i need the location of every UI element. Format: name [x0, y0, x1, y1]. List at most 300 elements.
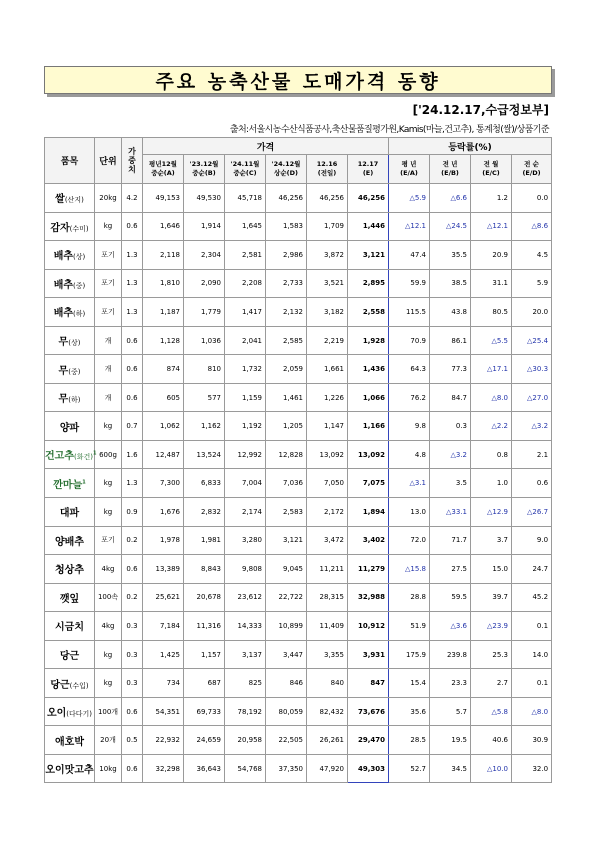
price-cell: 3,472: [307, 526, 348, 555]
rate-cell: 0.6: [512, 469, 552, 498]
rate-cell: △27.0: [512, 383, 552, 412]
rate-cell: 47.4: [389, 241, 430, 270]
price-cell: 734: [143, 669, 184, 698]
rate-cell: 76.2: [389, 383, 430, 412]
weight-cell: 0.6: [122, 555, 143, 584]
item-qualifier: (상): [73, 253, 86, 262]
price-cell: 11,316: [184, 612, 225, 641]
rate-cell: 3.5: [430, 469, 471, 498]
weight-cell: 1.3: [122, 469, 143, 498]
item-name: 깻잎: [59, 593, 80, 605]
unit-cell: kg: [95, 669, 122, 698]
price-cell: 1,192: [225, 412, 266, 441]
rate-cell: 19.5: [430, 726, 471, 755]
rate-cell: 0.3: [430, 412, 471, 441]
rate-cell: 175.9: [389, 640, 430, 669]
item-qualifier: (다다기): [66, 710, 93, 719]
unit-cell: 600g: [95, 440, 122, 469]
price-cell: 1,978: [143, 526, 184, 555]
unit-cell: 20개: [95, 726, 122, 755]
item-name: 시금치: [55, 622, 84, 634]
rate-cell: △8.6: [512, 212, 552, 241]
price-cell: 13,092: [307, 440, 348, 469]
unit-cell: 4kg: [95, 555, 122, 584]
table-row: [45, 726, 552, 755]
item-name-cell: [45, 612, 95, 641]
price-cell: 2,172: [307, 498, 348, 527]
weight-cell: 0.3: [122, 612, 143, 641]
rate-cell: 34.5: [430, 754, 471, 783]
price-cell: 1,461: [266, 383, 307, 412]
rate-cell: 1.0: [471, 469, 512, 498]
unit-cell: 포기: [95, 298, 122, 327]
price-cell: 847: [348, 669, 389, 698]
price-cell: 2,174: [225, 498, 266, 527]
price-cell: 825: [225, 669, 266, 698]
price-cell: 78,192: [225, 697, 266, 726]
table-row: [45, 184, 552, 213]
price-cell: 20,958: [225, 726, 266, 755]
table-row: [45, 583, 552, 612]
item-name-cell: [45, 383, 95, 412]
price-cell: 80,059: [266, 697, 307, 726]
item-name: 무: [58, 365, 69, 377]
unit-cell: 100속: [95, 583, 122, 612]
item-name-cell: [45, 269, 95, 298]
weight-cell: 0.2: [122, 526, 143, 555]
header-line1: '24.11월: [230, 160, 260, 168]
item-name-cell: [45, 412, 95, 441]
item-qualifier: (산지): [64, 196, 84, 205]
header-line1: 평 년: [401, 160, 417, 168]
item-qualifier: (중): [68, 367, 81, 376]
rate-cell: 25.3: [471, 640, 512, 669]
price-cell: 22,722: [266, 583, 307, 612]
table-row: [45, 555, 552, 584]
rate-cell: 71.7: [430, 526, 471, 555]
rate-cell: 80.5: [471, 298, 512, 327]
rate-cell: 9.8: [389, 412, 430, 441]
rate-cell: 24.7: [512, 555, 552, 584]
price-cell: 3,521: [307, 269, 348, 298]
price-cell: 1,583: [266, 212, 307, 241]
price-cell: 1,205: [266, 412, 307, 441]
item-name: 애호박: [55, 736, 84, 748]
rate-cell: 5.7: [430, 697, 471, 726]
price-cell: 24,659: [184, 726, 225, 755]
price-cell: 1,446: [348, 212, 389, 241]
item-name: 대파: [59, 508, 80, 520]
table-row: [45, 383, 552, 412]
item-name: 오이: [46, 708, 67, 720]
price-cell: 2,041: [225, 326, 266, 355]
header-price-col: [143, 155, 184, 184]
item-name-cell: [45, 326, 95, 355]
weight-cell: 1.3: [122, 269, 143, 298]
item-name: 양배추: [55, 536, 84, 548]
rate-cell: 20.9: [471, 241, 512, 270]
price-cell: 1,645: [225, 212, 266, 241]
header-item: 품목: [45, 138, 95, 184]
item-name: 무: [58, 394, 69, 406]
price-cell: 23,612: [225, 583, 266, 612]
price-cell: 2,219: [307, 326, 348, 355]
price-cell: 73,676: [348, 697, 389, 726]
weight-cell: 0.3: [122, 669, 143, 698]
header-weight: 가중치: [122, 138, 143, 184]
table-row: [45, 640, 552, 669]
weight-cell: 1.3: [122, 298, 143, 327]
unit-cell: 100개: [95, 697, 122, 726]
rate-cell: 239.8: [430, 640, 471, 669]
price-cell: 840: [307, 669, 348, 698]
rate-cell: 45.2: [512, 583, 552, 612]
item-name: 건고추: [45, 451, 74, 463]
header-rate-col: [430, 155, 471, 184]
header-price-col: [225, 155, 266, 184]
price-cell: 10,912: [348, 612, 389, 641]
unit-cell: 개: [95, 326, 122, 355]
header-rate-group: 등락률(%): [389, 138, 552, 155]
item-name-cell: [45, 184, 95, 213]
price-cell: 14,333: [225, 612, 266, 641]
unit-cell: 포기: [95, 526, 122, 555]
header-unit: 단위: [95, 138, 122, 184]
price-cell: 13,524: [184, 440, 225, 469]
header-line1: 12.17: [357, 160, 379, 168]
rate-cell: 0.0: [512, 184, 552, 213]
header-line1: '24.12월: [271, 160, 301, 168]
header-price-col: [348, 155, 389, 184]
price-cell: 22,505: [266, 726, 307, 755]
rate-cell: 59.5: [430, 583, 471, 612]
header-price-col: [184, 155, 225, 184]
report-title-box: [44, 66, 552, 94]
price-cell: 7,004: [225, 469, 266, 498]
price-cell: 20,678: [184, 583, 225, 612]
price-cell: 12,992: [225, 440, 266, 469]
price-cell: 49,303: [348, 754, 389, 783]
rate-cell: 72.0: [389, 526, 430, 555]
price-cell: 36,643: [184, 754, 225, 783]
weight-cell: 0.5: [122, 726, 143, 755]
price-cell: 26,261: [307, 726, 348, 755]
item-name-cell: [45, 526, 95, 555]
rate-cell: 40.6: [471, 726, 512, 755]
table-row: [45, 754, 552, 783]
price-cell: 2,733: [266, 269, 307, 298]
rate-cell: 13.0: [389, 498, 430, 527]
price-cell: 577: [184, 383, 225, 412]
price-cell: 2,832: [184, 498, 225, 527]
price-cell: 1,147: [307, 412, 348, 441]
price-cell: 22,932: [143, 726, 184, 755]
weight-cell: 0.6: [122, 326, 143, 355]
rate-cell: △3.2: [430, 440, 471, 469]
rate-cell: △30.3: [512, 355, 552, 384]
rate-cell: 51.9: [389, 612, 430, 641]
item-name: 오이맛고추: [45, 765, 94, 777]
price-cell: 1,187: [143, 298, 184, 327]
rate-cell: 52.7: [389, 754, 430, 783]
rate-cell: 5.9: [512, 269, 552, 298]
rate-cell: △12.1: [471, 212, 512, 241]
price-cell: 2,585: [266, 326, 307, 355]
table-row: [45, 355, 552, 384]
price-table: [44, 137, 552, 783]
price-cell: 9,808: [225, 555, 266, 584]
price-cell: 687: [184, 669, 225, 698]
price-cell: 32,988: [348, 583, 389, 612]
rate-cell: 115.5: [389, 298, 430, 327]
unit-cell: 개: [95, 355, 122, 384]
price-cell: 25,621: [143, 583, 184, 612]
price-cell: 45,718: [225, 184, 266, 213]
weight-cell: 0.6: [122, 697, 143, 726]
item-name-cell: [45, 298, 95, 327]
rate-cell: △12.9: [471, 498, 512, 527]
price-cell: 605: [143, 383, 184, 412]
item-name-cell: [45, 498, 95, 527]
price-cell: 7,184: [143, 612, 184, 641]
weight-cell: 0.2: [122, 583, 143, 612]
rate-cell: △26.7: [512, 498, 552, 527]
rate-cell: 43.8: [430, 298, 471, 327]
rate-cell: 15.4: [389, 669, 430, 698]
price-cell: 1,732: [225, 355, 266, 384]
item-name-cell: [45, 754, 95, 783]
weight-cell: 4.2: [122, 184, 143, 213]
header-line2: 중순(B): [192, 169, 216, 177]
weight-cell: 0.7: [122, 412, 143, 441]
item-name: 양파: [59, 422, 80, 434]
item-name: 깐마늘: [53, 479, 83, 491]
price-cell: 7,300: [143, 469, 184, 498]
price-cell: 47,920: [307, 754, 348, 783]
header-line1: 12.16: [316, 160, 338, 168]
rate-cell: 23.3: [430, 669, 471, 698]
price-cell: 1,157: [184, 640, 225, 669]
price-cell: 1,036: [184, 326, 225, 355]
item-name: 당근: [50, 679, 70, 691]
price-cell: 8,843: [184, 555, 225, 584]
price-cell: 69,733: [184, 697, 225, 726]
weight-cell: 0.6: [122, 383, 143, 412]
price-cell: 49,530: [184, 184, 225, 213]
unit-cell: 20kg: [95, 184, 122, 213]
price-cell: 49,153: [143, 184, 184, 213]
header-price-group: 가격: [143, 138, 389, 155]
price-cell: 29,470: [348, 726, 389, 755]
price-cell: 3,355: [307, 640, 348, 669]
rate-cell: 77.3: [430, 355, 471, 384]
price-cell: 46,256: [266, 184, 307, 213]
rate-cell: 28.8: [389, 583, 430, 612]
price-cell: 2,986: [266, 241, 307, 270]
price-cell: 11,279: [348, 555, 389, 584]
price-cell: 54,768: [225, 754, 266, 783]
item-name-cell: [45, 241, 95, 270]
header-line2: 상순(D): [274, 169, 298, 177]
rate-cell: 0.1: [512, 669, 552, 698]
rate-cell: 14.0: [512, 640, 552, 669]
rate-cell: 84.7: [430, 383, 471, 412]
rate-cell: 1.2: [471, 184, 512, 213]
price-cell: 1,436: [348, 355, 389, 384]
rate-cell: 3.7: [471, 526, 512, 555]
item-name-cell: [45, 583, 95, 612]
rate-cell: 38.5: [430, 269, 471, 298]
header-rate-col: [512, 155, 552, 184]
rate-cell: 28.5: [389, 726, 430, 755]
item-name: 배추: [53, 308, 74, 320]
header-line2: 중순(A): [151, 169, 175, 177]
rate-cell: 31.1: [471, 269, 512, 298]
unit-cell: kg: [95, 212, 122, 241]
rate-cell: 9.0: [512, 526, 552, 555]
rate-cell: 35.6: [389, 697, 430, 726]
price-cell: 1,062: [143, 412, 184, 441]
price-cell: 1,066: [348, 383, 389, 412]
unit-cell: 10kg: [95, 754, 122, 783]
item-name-cell: [45, 440, 95, 469]
header-line1: 전 순: [524, 160, 539, 168]
price-cell: 2,581: [225, 241, 266, 270]
weight-cell: 0.3: [122, 640, 143, 669]
rate-cell: △8.0: [512, 697, 552, 726]
item-name: 무: [58, 337, 69, 348]
rate-cell: △5.8: [471, 697, 512, 726]
price-cell: 11,409: [307, 612, 348, 641]
price-cell: 2,059: [266, 355, 307, 384]
unit-cell: 포기: [95, 269, 122, 298]
price-cell: 1,810: [143, 269, 184, 298]
price-cell: 32,298: [143, 754, 184, 783]
item-qualifier: (화건): [73, 453, 93, 462]
item-name-cell: [45, 669, 95, 698]
header-line2: (E/D): [522, 169, 541, 177]
rate-cell: 86.1: [430, 326, 471, 355]
price-cell: 3,447: [266, 640, 307, 669]
header-line1: 평년12월: [149, 160, 177, 168]
price-cell: 2,558: [348, 298, 389, 327]
item-name: 당근: [59, 651, 80, 663]
rate-cell: 4.8: [389, 440, 430, 469]
rate-cell: △23.9: [471, 612, 512, 641]
price-cell: 12,487: [143, 440, 184, 469]
unit-cell: kg: [95, 469, 122, 498]
price-cell: 9,045: [266, 555, 307, 584]
price-cell: 1,981: [184, 526, 225, 555]
table-row: [45, 440, 552, 469]
rate-cell: 39.7: [471, 583, 512, 612]
price-cell: 1,676: [143, 498, 184, 527]
price-cell: 3,121: [348, 241, 389, 270]
price-cell: 10,899: [266, 612, 307, 641]
rate-cell: 0.1: [512, 612, 552, 641]
price-cell: 1,166: [348, 412, 389, 441]
price-cell: 2,583: [266, 498, 307, 527]
item-qualifier: (상): [68, 339, 81, 347]
rate-cell: △6.6: [430, 184, 471, 213]
price-cell: 3,280: [225, 526, 266, 555]
item-name: 감자: [50, 222, 70, 234]
price-cell: 12,828: [266, 440, 307, 469]
price-cell: 1,661: [307, 355, 348, 384]
price-cell: 874: [143, 355, 184, 384]
price-cell: 13,092: [348, 440, 389, 469]
rate-cell: 59.9: [389, 269, 430, 298]
rate-cell: 27.5: [430, 555, 471, 584]
unit-cell: kg: [95, 412, 122, 441]
price-cell: 82,432: [307, 697, 348, 726]
rate-cell: 2.7: [471, 669, 512, 698]
header-line2: (E/A): [400, 169, 418, 177]
table-row: [45, 326, 552, 355]
price-cell: 2,208: [225, 269, 266, 298]
price-cell: 1,779: [184, 298, 225, 327]
item-name-cell: [45, 355, 95, 384]
table-row: [45, 241, 552, 270]
table-row: [45, 612, 552, 641]
rate-cell: △2.2: [471, 412, 512, 441]
price-cell: 46,256: [348, 184, 389, 213]
unit-cell: kg: [95, 498, 122, 527]
report-title: 주요 농축산물 도매가격 동향: [155, 70, 441, 93]
data-source-note: 출처:서울시농수산식품공사,축산물품질평가원,Kamis(마늘,건고추), 통계청(쌀)/상품기준: [229, 125, 549, 135]
price-cell: 3,137: [225, 640, 266, 669]
rate-cell: △5.5: [471, 326, 512, 355]
price-cell: 37,350: [266, 754, 307, 783]
price-cell: 1,709: [307, 212, 348, 241]
header-line1: 전 월: [483, 160, 499, 168]
unit-cell: 4kg: [95, 612, 122, 641]
price-cell: 1,226: [307, 383, 348, 412]
table-row: [45, 269, 552, 298]
price-cell: 1,128: [143, 326, 184, 355]
issue-date-department: ['24.12.17,수급정보부]: [412, 103, 549, 117]
item-name: 청상추: [55, 565, 84, 577]
table-row: [45, 697, 552, 726]
rate-cell: 32.0: [512, 754, 552, 783]
table-row: [45, 498, 552, 527]
item-qualifier: (하): [68, 396, 81, 405]
item-name: 배추: [53, 251, 74, 263]
price-cell: 2,118: [143, 241, 184, 270]
rate-cell: △12.1: [389, 212, 430, 241]
price-cell: 3,402: [348, 526, 389, 555]
item-qualifier: (수미): [69, 224, 89, 233]
item-name-cell: [45, 697, 95, 726]
item-name-cell: [45, 212, 95, 241]
weight-cell: 0.9: [122, 498, 143, 527]
price-cell: 1,417: [225, 298, 266, 327]
price-cell: 28,315: [307, 583, 348, 612]
item-name-cell: [45, 726, 95, 755]
rate-cell: △3.1: [389, 469, 430, 498]
table-row: [45, 669, 552, 698]
price-cell: 2,304: [184, 241, 225, 270]
rate-cell: △15.8: [389, 555, 430, 584]
price-cell: 3,872: [307, 241, 348, 270]
rate-cell: △10.0: [471, 754, 512, 783]
table-row: [45, 212, 552, 241]
price-cell: 2,132: [266, 298, 307, 327]
price-cell: 7,075: [348, 469, 389, 498]
rate-cell: 2.1: [512, 440, 552, 469]
header-line1: '23.12월: [189, 160, 219, 168]
header-line1: 전 년: [442, 160, 458, 168]
